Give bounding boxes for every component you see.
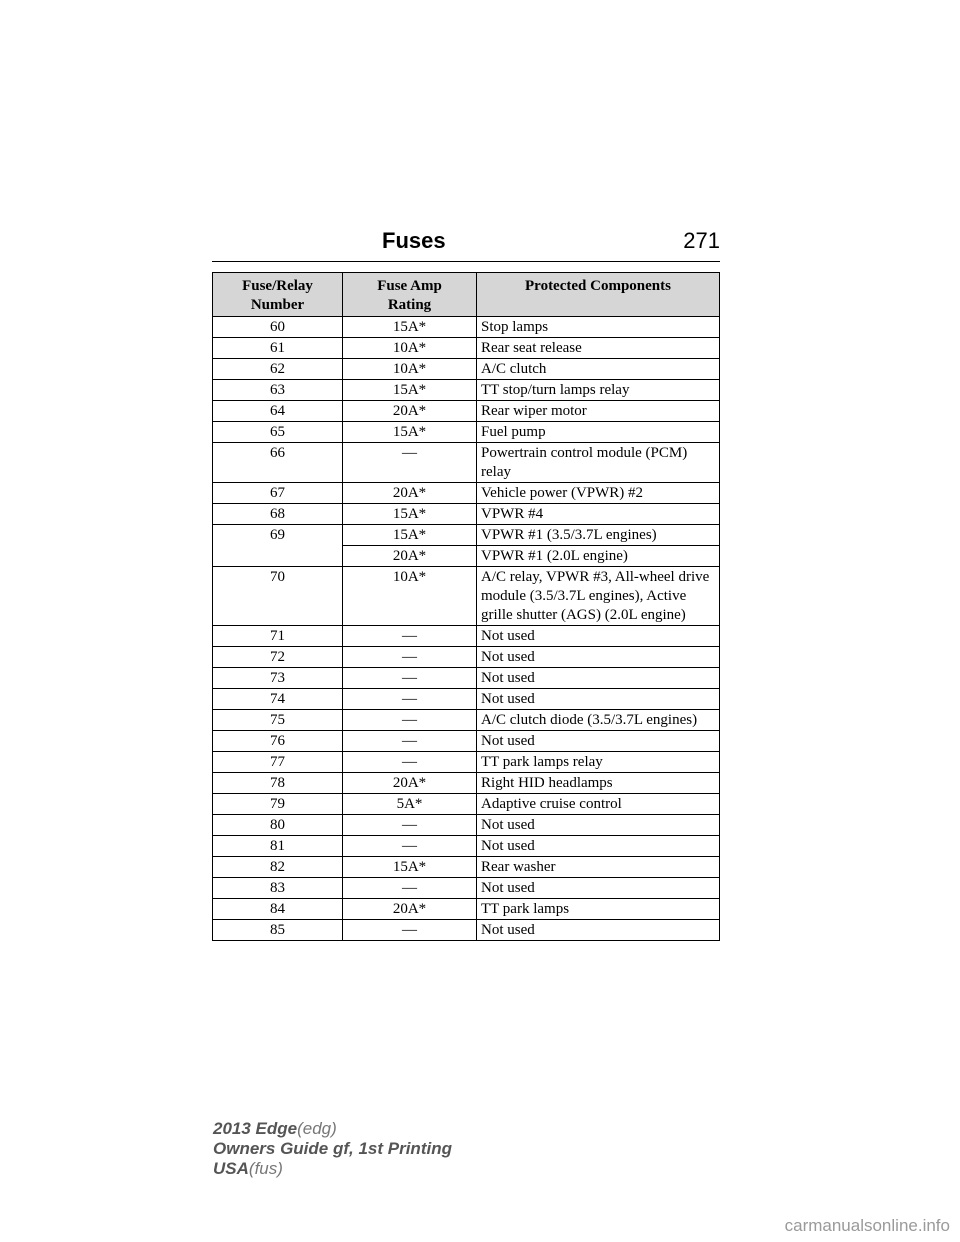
table-row bbox=[213, 567, 720, 626]
protected-component-cell: Adaptive cruise control bbox=[477, 794, 720, 815]
protected-component-cell: A/C relay, VPWR #3, All-wheel drive module (3.5/3.7L engines), Active grille shutter (AGS) (2.0L engine) bbox=[477, 567, 720, 626]
amp-rating-cell: 20A* bbox=[343, 899, 477, 920]
protected-component-cell: TT park lamps bbox=[477, 899, 720, 920]
fuse-number-cell: 80 bbox=[213, 815, 343, 836]
table-row bbox=[213, 899, 720, 920]
table-row bbox=[213, 443, 720, 483]
fuse-number-cell: 71 bbox=[213, 626, 343, 647]
fuse-number-cell: 83 bbox=[213, 878, 343, 899]
protected-component-cell: TT park lamps relay bbox=[477, 752, 720, 773]
fuse-number-cell: 79 bbox=[213, 794, 343, 815]
protected-component-cell: Not used bbox=[477, 920, 720, 941]
fuse-number-cell: 81 bbox=[213, 836, 343, 857]
protected-component-cell: Powertrain control module (PCM) relay bbox=[477, 443, 720, 483]
fuse-number-cell: 64 bbox=[213, 401, 343, 422]
table-row bbox=[213, 626, 720, 647]
protected-component-cell: Not used bbox=[477, 836, 720, 857]
amp-rating-cell: — bbox=[343, 836, 477, 857]
header-protected-components: Protected Components bbox=[477, 273, 720, 317]
header-fuse-number: Fuse/Relay Number bbox=[213, 273, 343, 317]
amp-rating-cell: 20A* bbox=[343, 773, 477, 794]
protected-component-cell: Vehicle power (VPWR) #2 bbox=[477, 483, 720, 504]
amp-rating-cell: 20A* bbox=[343, 483, 477, 504]
protected-component-cell: VPWR #4 bbox=[477, 504, 720, 525]
table-row bbox=[213, 752, 720, 773]
protected-component-cell: Not used bbox=[477, 647, 720, 668]
protected-component-cell: Stop lamps bbox=[477, 317, 720, 338]
table-row bbox=[213, 422, 720, 443]
section-title: Fuses bbox=[382, 228, 446, 253]
amp-rating-cell: 5A* bbox=[343, 794, 477, 815]
fuse-number-cell: 76 bbox=[213, 731, 343, 752]
protected-component-cell: Not used bbox=[477, 626, 720, 647]
protected-component-cell: Not used bbox=[477, 689, 720, 710]
protected-component-cell: Rear seat release bbox=[477, 338, 720, 359]
amp-rating-cell: — bbox=[343, 815, 477, 836]
protected-component-cell: A/C clutch bbox=[477, 359, 720, 380]
table-row bbox=[213, 380, 720, 401]
amp-rating-cell: 10A* bbox=[343, 338, 477, 359]
protected-component-cell: Rear washer bbox=[477, 857, 720, 878]
table-row bbox=[213, 525, 720, 546]
document-footer bbox=[213, 1119, 452, 1179]
table-row bbox=[213, 483, 720, 504]
header-rule bbox=[212, 261, 720, 262]
protected-component-cell: Rear wiper motor bbox=[477, 401, 720, 422]
fuse-table bbox=[212, 272, 720, 941]
footer-model: 2013 Edge bbox=[213, 1119, 298, 1138]
table-row bbox=[213, 878, 720, 899]
fuse-number-cell: 85 bbox=[213, 920, 343, 941]
table-row bbox=[213, 504, 720, 525]
amp-rating-cell: — bbox=[343, 689, 477, 710]
amp-rating-cell: — bbox=[343, 752, 477, 773]
amp-rating-cell: — bbox=[343, 878, 477, 899]
amp-rating-cell: — bbox=[343, 731, 477, 752]
table-row bbox=[213, 338, 720, 359]
fuse-number-cell: 84 bbox=[213, 899, 343, 920]
footer-model-tag: (edg) bbox=[297, 1119, 337, 1138]
fuse-number-cell: 65 bbox=[213, 422, 343, 443]
amp-rating-cell: 15A* bbox=[343, 857, 477, 878]
amp-rating-cell: 15A* bbox=[343, 380, 477, 401]
protected-component-cell: VPWR #1 (2.0L engine) bbox=[477, 546, 720, 567]
protected-component-cell: VPWR #1 (3.5/3.7L engines) bbox=[477, 525, 720, 546]
protected-component-cell: Right HID headlamps bbox=[477, 773, 720, 794]
amp-rating-cell: 10A* bbox=[343, 567, 477, 626]
fuse-number-cell: 72 bbox=[213, 647, 343, 668]
fuse-number-cell: 67 bbox=[213, 483, 343, 504]
table-row bbox=[213, 317, 720, 338]
amp-rating-cell: 15A* bbox=[343, 504, 477, 525]
fuse-number-cell: 63 bbox=[213, 380, 343, 401]
protected-component-cell: Fuel pump bbox=[477, 422, 720, 443]
page-header bbox=[212, 228, 720, 262]
table-row bbox=[213, 794, 720, 815]
amp-rating-cell: — bbox=[343, 710, 477, 731]
table-row bbox=[213, 920, 720, 941]
amp-rating-cell: 15A* bbox=[343, 317, 477, 338]
table-row bbox=[213, 836, 720, 857]
protected-component-cell: A/C clutch diode (3.5/3.7L engines) bbox=[477, 710, 720, 731]
fuse-number-cell: 70 bbox=[213, 567, 343, 626]
footer-market: USA bbox=[213, 1159, 249, 1178]
table-header-row bbox=[213, 273, 720, 317]
table-body bbox=[213, 317, 720, 941]
amp-rating-cell: — bbox=[343, 443, 477, 483]
table-row bbox=[213, 857, 720, 878]
fuse-number-cell: 73 bbox=[213, 668, 343, 689]
fuse-number-cell: 78 bbox=[213, 773, 343, 794]
amp-rating-cell: — bbox=[343, 668, 477, 689]
footer-guide: Owners Guide gf, 1st Printing bbox=[213, 1139, 452, 1158]
amp-rating-cell: 15A* bbox=[343, 422, 477, 443]
amp-rating-cell: — bbox=[343, 626, 477, 647]
table-row bbox=[213, 710, 720, 731]
fuse-number-cell: 74 bbox=[213, 689, 343, 710]
fuse-number-cell: 77 bbox=[213, 752, 343, 773]
page-number: 271 bbox=[683, 228, 720, 253]
fuse-number-cell: 68 bbox=[213, 504, 343, 525]
amp-rating-cell: 20A* bbox=[343, 401, 477, 422]
table-row bbox=[213, 815, 720, 836]
protected-component-cell: TT stop/turn lamps relay bbox=[477, 380, 720, 401]
table-row bbox=[213, 401, 720, 422]
fuse-number-cell: 60 bbox=[213, 317, 343, 338]
table-row bbox=[213, 773, 720, 794]
footer-market-tag: (fus) bbox=[248, 1159, 283, 1178]
amp-rating-cell: 15A* bbox=[343, 525, 477, 546]
amp-rating-cell: 20A* bbox=[343, 546, 477, 567]
fuse-number-cell: 69 bbox=[213, 525, 343, 567]
site-watermark[interactable]: carmanualsonline.info bbox=[784, 1216, 950, 1235]
amp-rating-cell: — bbox=[343, 920, 477, 941]
fuse-number-cell: 62 bbox=[213, 359, 343, 380]
fuse-number-cell: 75 bbox=[213, 710, 343, 731]
protected-component-cell: Not used bbox=[477, 731, 720, 752]
table-row bbox=[213, 647, 720, 668]
amp-rating-cell: 10A* bbox=[343, 359, 477, 380]
protected-component-cell: Not used bbox=[477, 668, 720, 689]
protected-component-cell: Not used bbox=[477, 878, 720, 899]
fuse-number-cell: 66 bbox=[213, 443, 343, 483]
table-row bbox=[213, 731, 720, 752]
table-row bbox=[213, 689, 720, 710]
amp-rating-cell: — bbox=[343, 647, 477, 668]
table-row bbox=[213, 359, 720, 380]
fuse-number-cell: 61 bbox=[213, 338, 343, 359]
protected-component-cell: Not used bbox=[477, 815, 720, 836]
fuse-number-cell: 82 bbox=[213, 857, 343, 878]
header-amp-rating: Fuse Amp Rating bbox=[343, 273, 477, 317]
table-row bbox=[213, 668, 720, 689]
